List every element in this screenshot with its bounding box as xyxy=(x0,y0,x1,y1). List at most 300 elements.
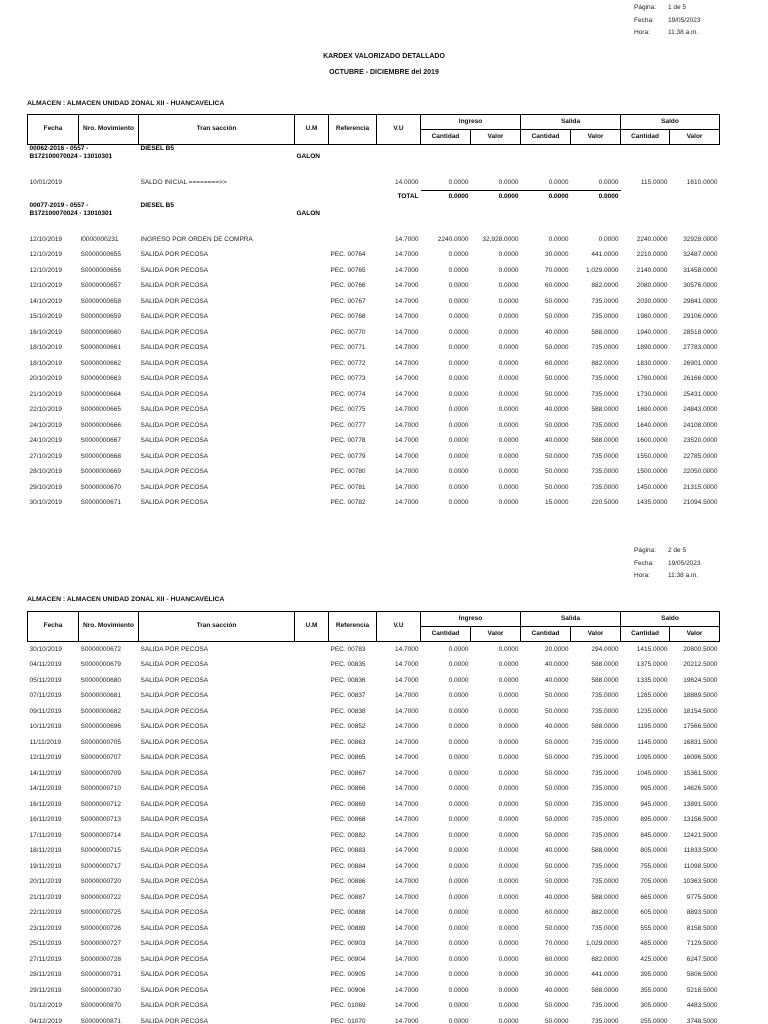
cell-fecha: 27/11/2019 xyxy=(29,955,62,963)
cell-vu: 14.7000 xyxy=(395,955,419,963)
cell-nro-movimiento: S0000000707 xyxy=(80,754,121,762)
cell-nro-movimiento: S0000000728 xyxy=(80,955,121,963)
cell-nro-movimiento: S0000000670 xyxy=(80,483,121,491)
cell-referencia: PEC. 00866 xyxy=(330,785,366,793)
cell-ingreso-valor: 0.0000 xyxy=(498,831,519,839)
cell-referencia: PEC. 00772 xyxy=(330,359,366,367)
cell-salida-valor: 735.0000 xyxy=(591,785,619,793)
cell-fecha: 28/11/2019 xyxy=(29,971,62,979)
cell-salida-valor: 588.0000 xyxy=(591,661,619,669)
cell-referencia: PEC. 00869 xyxy=(330,800,366,808)
cell-referencia: PEC. 00768 xyxy=(330,313,366,321)
cell-saldo-cantidad: 605.0000 xyxy=(640,909,668,917)
cell-fecha: 24/10/2019 xyxy=(29,437,63,445)
cell-fecha: 11/11/2019 xyxy=(29,738,62,746)
cell-salida-cantidad: 40.0000 xyxy=(545,986,569,994)
cell-vu: 14.7000 xyxy=(395,769,419,777)
cell-transaccion: SALIDA POR PECOSA xyxy=(140,266,209,274)
table-row xyxy=(28,952,720,968)
table-row xyxy=(28,998,720,1014)
cell-saldo-cantidad: 805.0000 xyxy=(640,847,668,855)
cell-saldo-valor: 16831.5000 xyxy=(683,738,718,746)
cell-ingreso-valor: 0.0000 xyxy=(498,769,519,777)
cell-salida-valor: 735.0000 xyxy=(591,297,619,305)
col-saldo-cantidad: Cantidad xyxy=(621,130,670,145)
cell-nro-movimiento: S0000000726 xyxy=(80,924,121,932)
cell-ingreso-valor: 0.0000 xyxy=(498,421,519,429)
col-ingreso: Ingreso xyxy=(421,115,521,130)
table-row xyxy=(28,874,720,890)
cell-referencia: PEC. 00889 xyxy=(330,924,366,932)
cell-ingreso-cantidad: 0.0000 xyxy=(448,909,469,917)
cell-salida-valor: 588.0000 xyxy=(591,986,619,994)
cell-vu: 14.7000 xyxy=(395,661,419,669)
cell-saldo-cantidad: 305.0000 xyxy=(640,1002,668,1010)
cell-saldo-valor: 13891.5000 xyxy=(683,800,718,808)
cell-nro-movimiento: S0000000714 xyxy=(80,831,121,839)
cell-vu: 14.7000 xyxy=(395,816,419,824)
cell-ingreso-cantidad: 0.0000 xyxy=(448,390,469,398)
cell-fecha: 30/10/2019 xyxy=(29,499,63,507)
page-meta xyxy=(634,545,701,583)
cell-transaccion: SALIDA POR PECOSA xyxy=(140,297,209,305)
cell-ingreso-cantidad: 0.0000 xyxy=(448,847,469,855)
cell-saldo-valor: 32928.0000 xyxy=(683,235,718,243)
cell-salida-cantidad: 50.0000 xyxy=(545,738,569,746)
cell-fecha: 12/10/2019 xyxy=(29,266,63,274)
cell-saldo-valor: 18889.5000 xyxy=(683,692,718,700)
cell-vu: 14.7000 xyxy=(395,359,419,367)
cell-ingreso-cantidad: 0.0000 xyxy=(448,313,469,321)
cell-salida-cantidad: 50.0000 xyxy=(545,313,569,321)
cell-vu: 14.7000 xyxy=(395,738,419,746)
cell-ingreso-cantidad: 0.0000 xyxy=(448,646,469,653)
meta-label: Página: xyxy=(634,4,657,11)
cell-referencia: PEC. 00837 xyxy=(330,692,366,700)
cell-salida-valor: 735.0000 xyxy=(591,924,619,932)
table-body xyxy=(28,642,720,1024)
cell-referencia: PEC. 00778 xyxy=(330,437,366,445)
cell-nro-movimiento: S0000000672 xyxy=(80,646,121,653)
cell-ingreso-cantidad: 0.0000 xyxy=(448,178,469,186)
col-vu: V.U xyxy=(377,115,421,145)
print-date: 19/05/2023 xyxy=(668,16,701,24)
cell-referencia: PEC. 00770 xyxy=(330,328,366,336)
cell-saldo-valor: 24108.0000 xyxy=(683,421,718,429)
cell-ingreso-cantidad: 0.0000 xyxy=(448,769,469,777)
cell-ingreso-valor: 0.0000 xyxy=(498,452,519,460)
cell-vu: 14.7000 xyxy=(395,266,419,274)
table-body xyxy=(28,145,720,511)
cell-salida-valor: 735.0000 xyxy=(591,375,619,383)
table-row xyxy=(28,735,720,751)
cell-salida-cantidad: 50.0000 xyxy=(545,375,569,383)
cell-referencia: PEC. 00852 xyxy=(330,723,366,731)
cell-vu: 14.7000 xyxy=(395,437,419,445)
cell-ingreso-cantidad: 0.0000 xyxy=(448,297,469,305)
cell-referencia: PEC. 00767 xyxy=(330,297,366,305)
cell-fecha: 19/11/2019 xyxy=(29,862,62,870)
cell-referencia: PEC. 00780 xyxy=(330,468,366,476)
cell-fecha: 20/11/2019 xyxy=(29,878,62,886)
table-row xyxy=(28,890,720,906)
cell-transaccion: SALIDA POR PECOSA xyxy=(140,692,209,700)
table-row xyxy=(28,704,720,720)
total-salida-cantidad: 0.0000 xyxy=(521,190,571,202)
cell-salida-cantidad: 50.0000 xyxy=(545,1017,569,1024)
cell-saldo-valor: 31458.0000 xyxy=(683,266,718,274)
cell-ingreso-valor: 0.0000 xyxy=(498,313,519,321)
table-row xyxy=(28,309,720,325)
cell-ingreso-valor: 0.0000 xyxy=(498,406,519,414)
cell-salida-cantidad: 50.0000 xyxy=(545,1002,569,1010)
cell-ingreso-cantidad: 0.0000 xyxy=(448,878,469,886)
table-row xyxy=(28,263,720,279)
cell-transaccion: SALIDA POR PECOSA xyxy=(140,862,209,870)
table-row xyxy=(28,247,720,263)
cell-ingreso-valor: 0.0000 xyxy=(498,359,519,367)
cell-salida-cantidad: 40.0000 xyxy=(545,676,569,684)
total-label: TOTAL xyxy=(397,192,419,200)
cell-nro-movimiento: S0000000722 xyxy=(80,893,121,901)
cell-vu: 14.7000 xyxy=(395,452,419,460)
cell-transaccion: SALIDA POR PECOSA xyxy=(140,282,209,290)
cell-salida-valor: 735.0000 xyxy=(591,800,619,808)
col-um: U.M xyxy=(295,115,329,145)
cell-transaccion: SALIDA POR PECOSA xyxy=(140,707,209,715)
cell-saldo-valor: 11098.5000 xyxy=(683,862,718,870)
cell-saldo-cantidad: 945.0000 xyxy=(640,800,668,808)
cell-ingreso-valor: 0.0000 xyxy=(498,971,519,979)
cell-saldo-cantidad: 2210.0000 xyxy=(636,251,668,259)
table-row xyxy=(28,642,720,658)
cell-nro-movimiento: S0000000668 xyxy=(80,452,121,460)
cell-saldo-valor: 8158.5000 xyxy=(686,924,718,932)
cell-salida-cantidad: 60.0000 xyxy=(545,359,569,367)
cell-referencia: PEC. 00835 xyxy=(330,661,366,669)
cell-vu: 14.7000 xyxy=(395,893,419,901)
col-salida-valor: Valor xyxy=(571,627,621,642)
cell-salida-cantidad: 40.0000 xyxy=(545,847,569,855)
cell-ingreso-cantidad: 0.0000 xyxy=(448,816,469,824)
cell-vu: 14.7000 xyxy=(395,676,419,684)
product-name: DIESEL B5 xyxy=(140,145,174,152)
total-ingreso-cantidad: 0.0000 xyxy=(421,190,471,202)
cell-saldo-cantidad: 845.0000 xyxy=(640,831,668,839)
table-row xyxy=(28,387,720,403)
cell-fecha: 21/11/2019 xyxy=(29,893,62,901)
cell-ingreso-valor: 0.0000 xyxy=(498,297,519,305)
cell-vu: 14.7000 xyxy=(395,847,419,855)
cell-saldo-valor: 17566.5000 xyxy=(683,723,718,731)
cell-transaccion: SALIDA POR PECOSA xyxy=(140,785,209,793)
cell-ingreso-valor: 0.0000 xyxy=(498,437,519,445)
cell-salida-cantidad: 40.0000 xyxy=(545,437,569,445)
cell-ingreso-cantidad: 0.0000 xyxy=(448,1002,469,1010)
col-ingreso-cantidad: Cantidad xyxy=(421,627,471,642)
cell-salida-cantidad: 50.0000 xyxy=(545,297,569,305)
cell-fecha: 27/10/2019 xyxy=(29,452,63,460)
col-saldo-cantidad: Cantidad xyxy=(621,627,670,642)
cell-ingreso-valor: 0.0000 xyxy=(498,328,519,336)
cell-fecha: 12/10/2019 xyxy=(29,251,63,259)
cell-vu: 14.7000 xyxy=(395,707,419,715)
cell-salida-valor: 735.0000 xyxy=(591,707,619,715)
cell-saldo-valor: 16096.5000 xyxy=(683,754,718,762)
cell-referencia: PEC. 00766 xyxy=(330,282,366,290)
cell-nro-movimiento: S0000000659 xyxy=(80,313,121,321)
cell-transaccion: SALIDA POR PECOSA xyxy=(140,344,209,352)
col-salida-cantidad: Cantidad xyxy=(521,627,571,642)
cell-saldo-valor: 29841.0000 xyxy=(683,297,718,305)
cell-salida-cantidad: 50.0000 xyxy=(545,390,569,398)
meta-label: Página: xyxy=(634,547,657,554)
cell-transaccion: SALIDA POR PECOSA xyxy=(140,646,209,653)
cell-salida-cantidad: 50.0000 xyxy=(545,754,569,762)
cell-transaccion: SALIDA POR PECOSA xyxy=(140,661,209,669)
cell-saldo-valor: 14626.5000 xyxy=(683,785,718,793)
cell-referencia: PEC. 00764 xyxy=(330,251,366,259)
col-nro-movimiento: Nro. Movimiento xyxy=(79,612,139,642)
cell-saldo-cantidad: 1375.0000 xyxy=(636,661,668,669)
cell-saldo-cantidad: 1500.0000 xyxy=(636,468,668,476)
cell-nro-movimiento: S0000000661 xyxy=(80,344,121,352)
cell-ingreso-cantidad: 0.0000 xyxy=(448,266,469,274)
cell-ingreso-valor: 0.0000 xyxy=(498,800,519,808)
cell-salida-valor: 1,029.0000 xyxy=(585,940,619,948)
cell-ingreso-valor: 0.0000 xyxy=(498,468,519,476)
cell-transaccion: SALIDA POR PECOSA xyxy=(140,676,209,684)
cell-ingreso-cantidad: 0.0000 xyxy=(448,924,469,932)
cell-saldo-cantidad: 1640.0000 xyxy=(636,421,668,429)
cell-fecha: 14/11/2019 xyxy=(29,769,62,777)
cell-transaccion: SALIDA POR PECOSA xyxy=(140,723,209,731)
cell-saldo-valor: 24843.0000 xyxy=(683,406,718,414)
table-row xyxy=(28,797,720,813)
cell-transaccion: SALIDA POR PECOSA xyxy=(140,313,209,321)
cell-saldo-valor: 29106.0000 xyxy=(683,313,718,321)
cell-vu: 14.7000 xyxy=(395,297,419,305)
page-meta xyxy=(634,2,701,40)
cell-fecha: 10/11/2019 xyxy=(29,723,62,731)
cell-nro-movimiento: S0000000655 xyxy=(80,251,121,259)
cell-referencia: PEC. 01069 xyxy=(330,1002,366,1010)
cell-salida-cantidad: 60.0000 xyxy=(545,955,569,963)
cell-transaccion: SALIDA POR PECOSA xyxy=(140,499,209,507)
cell-ingreso-valor: 0.0000 xyxy=(498,692,519,700)
cell-nro-movimiento: S0000000710 xyxy=(80,785,121,793)
print-date: 19/05/2023 xyxy=(668,559,701,567)
table-row xyxy=(28,449,720,465)
cell-saldo-valor: 20800.5000 xyxy=(683,646,718,653)
cell-fecha: 29/11/2019 xyxy=(29,986,62,994)
print-time: 11:38 a.m. xyxy=(668,572,699,579)
meta-label: Hora: xyxy=(634,29,650,36)
cell-vu: 14.7000 xyxy=(395,909,419,917)
cell-salida-valor: 294.0000 xyxy=(591,646,619,653)
cell-salida-valor: 882.0000 xyxy=(591,282,619,290)
cell-transaccion: SALIDA POR PECOSA xyxy=(140,955,209,963)
cell-saldo-cantidad: 1145.0000 xyxy=(637,738,668,746)
cell-salida-cantidad: 50.0000 xyxy=(545,862,569,870)
cell-transaccion: SALIDA POR PECOSA xyxy=(140,816,209,824)
cell-saldo-valor: 7129.5000 xyxy=(686,940,718,948)
cell-saldo-valor: 21315.0000 xyxy=(683,483,718,491)
cell-saldo-valor: 32487.0000 xyxy=(683,251,718,259)
cell-salida-valor: 735.0000 xyxy=(591,313,619,321)
col-ingreso-valor: Valor xyxy=(471,130,521,145)
cell-ingreso-valor: 0.0000 xyxy=(498,847,519,855)
report-subtitle: OCTUBRE - DICIEMBRE del 2019 xyxy=(329,69,439,76)
cell-transaccion: SALIDA POR PECOSA xyxy=(140,421,209,429)
cell-saldo-cantidad: 1600.0000 xyxy=(636,437,668,445)
cell-saldo-valor: 12421.5000 xyxy=(683,831,718,839)
cell-ingreso-cantidad: 0.0000 xyxy=(448,676,469,684)
cell-ingreso-valor: 0.0000 xyxy=(498,893,519,901)
almacen-heading: ALMACEN : ALMACEN UNIDAD ZONAL XII - HUANCAVELICA xyxy=(27,596,225,603)
cell-fecha: 22/11/2019 xyxy=(29,909,62,917)
cell-salida-valor: 588.0000 xyxy=(591,406,619,414)
cell-ingreso-cantidad: 0.0000 xyxy=(448,893,469,901)
cell-nro-movimiento: S0000000727 xyxy=(80,940,121,948)
cell-vu: 14.7000 xyxy=(395,375,419,383)
cell-salida-cantidad: 40.0000 xyxy=(545,723,569,731)
cell-transaccion: SALIDA POR PECOSA xyxy=(140,359,209,367)
col-saldo: Saldo xyxy=(621,115,720,130)
cell-vu: 14.7000 xyxy=(395,421,419,429)
cell-saldo-cantidad: 395.0000 xyxy=(640,971,668,979)
table-row xyxy=(28,750,720,766)
cell-vu: 14.7000 xyxy=(395,924,419,932)
cell-referencia: PEC. 00888 xyxy=(330,909,366,917)
meta-label: Fecha: xyxy=(634,16,654,24)
col-salida-valor: Valor xyxy=(571,130,621,145)
page-number: 1 de 5 xyxy=(668,4,687,11)
cell-ingreso-cantidad: 0.0000 xyxy=(448,723,469,731)
report-title: KARDEX VALORIZADO DETALLADO xyxy=(323,53,445,60)
cell-vu: 14.7000 xyxy=(395,499,419,507)
cell-saldo-cantidad: 115.0000 xyxy=(640,178,668,186)
cell-salida-valor: 588.0000 xyxy=(591,723,619,731)
col-referencia: Referencia xyxy=(329,115,377,145)
cell-ingreso-valor: 32,928.0000 xyxy=(482,235,519,243)
cell-salida-valor: 735.0000 xyxy=(591,878,619,886)
cell-ingreso-cantidad: 0.0000 xyxy=(448,738,469,746)
cell-salida-valor: 735.0000 xyxy=(591,1002,619,1010)
cell-referencia: PEC. 00765 xyxy=(330,266,366,274)
cell-salida-cantidad: 0.0000 xyxy=(548,235,569,243)
cell-vu: 14.7000 xyxy=(395,468,419,476)
cell-ingreso-cantidad: 0.0000 xyxy=(448,940,469,948)
cell-saldo-cantidad: 1235.0000 xyxy=(636,707,668,715)
cell-referencia: PEC. 00867 xyxy=(330,769,366,777)
cell-referencia: PEC. 00903 xyxy=(330,940,366,948)
cell-ingreso-valor: 0.0000 xyxy=(498,344,519,352)
table-row xyxy=(28,232,720,248)
cell-salida-cantidad: 30.0000 xyxy=(545,251,569,259)
cell-ingreso-valor: 0.0000 xyxy=(498,251,519,259)
cell-ingreso-cantidad: 0.0000 xyxy=(448,468,469,476)
table-row xyxy=(28,688,720,704)
cell-ingreso-valor: 0.0000 xyxy=(498,986,519,994)
cell-salida-cantidad: 20.0000 xyxy=(545,646,569,653)
cell-fecha: 22/10/2019 xyxy=(29,406,63,414)
cell-vu: 14.7000 xyxy=(395,754,419,762)
table-row xyxy=(28,766,720,782)
cell-salida-cantidad: 50.0000 xyxy=(545,785,569,793)
cell-saldo-valor: 21094.5000 xyxy=(683,499,718,507)
cell-referencia xyxy=(329,232,377,248)
cell-saldo-valor: 1610.0000 xyxy=(686,178,718,186)
col-salida-cantidad: Cantidad xyxy=(521,130,571,145)
product-code: 00062-2016 - 0557 - B172100070024 - 13010301 xyxy=(29,145,113,160)
cell-fecha: 01/12/2019 xyxy=(29,1002,63,1010)
cell-fecha: 24/10/2019 xyxy=(29,421,63,429)
product-name: DIESEL B5 xyxy=(140,202,174,210)
cell-referencia: PEC. 00884 xyxy=(330,862,366,870)
cell-nro-movimiento: S0000000725 xyxy=(80,909,121,917)
cell-referencia: PEC. 00882 xyxy=(330,831,366,839)
cell-ingreso-cantidad: 0.0000 xyxy=(448,692,469,700)
cell-saldo-valor: 15361.5000 xyxy=(683,769,718,777)
cell-ingreso-cantidad: 2240.0000 xyxy=(437,235,469,243)
cell-saldo-valor: 13156.5000 xyxy=(683,816,718,824)
cell-saldo-valor: 23520.0000 xyxy=(683,437,718,445)
cell-salida-valor: 735.0000 xyxy=(591,483,619,491)
cell-ingreso-cantidad: 0.0000 xyxy=(448,971,469,979)
table-row xyxy=(28,418,720,434)
cell-salida-cantidad: 50.0000 xyxy=(545,468,569,476)
cell-fecha: 16/10/2019 xyxy=(29,328,63,336)
cell-salida-cantidad: 50.0000 xyxy=(545,707,569,715)
cell-vu: 14.7000 xyxy=(395,831,419,839)
cell-saldo-cantidad: 1095.0000 xyxy=(636,754,668,762)
cell-ingreso-cantidad: 0.0000 xyxy=(448,452,469,460)
cell-fecha: 05/11/2019 xyxy=(29,676,62,684)
cell-nro-movimiento: S0000000667 xyxy=(80,437,121,445)
cell-nro-movimiento: S0000000709 xyxy=(80,769,121,777)
cell-saldo-cantidad: 1045.0000 xyxy=(636,769,668,777)
cell-ingreso-valor: 0.0000 xyxy=(498,390,519,398)
cell-ingreso-cantidad: 0.0000 xyxy=(448,800,469,808)
cell-transaccion: SALIDA POR PECOSA xyxy=(140,878,209,886)
cell-referencia: PEC. 00779 xyxy=(330,452,366,460)
cell-referencia: PEC. 00863 xyxy=(330,738,366,746)
cell-transaccion: INGRESO POR ORDEN DE COMPRA xyxy=(140,235,253,243)
cell-transaccion: SALIDA POR PECOSA xyxy=(140,893,209,901)
cell-salida-cantidad: 50.0000 xyxy=(545,421,569,429)
table-row xyxy=(28,812,720,828)
cell-fecha: 12/11/2019 xyxy=(29,754,62,762)
product-row xyxy=(28,202,720,218)
cell-fecha: 12/10/2019 xyxy=(29,282,63,290)
cell-salida-valor: 1,029.0000 xyxy=(585,266,619,274)
cell-saldo-valor: 19624.5000 xyxy=(683,676,718,684)
cell-salida-cantidad: 60.0000 xyxy=(545,282,569,290)
cell-nro-movimiento: S0000000715 xyxy=(80,847,121,855)
cell-saldo-valor: 28518.0000 xyxy=(683,328,718,336)
cell-nro-movimiento: S0000000656 xyxy=(80,266,121,274)
cell-vu: 14.0000 xyxy=(395,178,419,186)
cell-salida-cantidad: 40.0000 xyxy=(545,661,569,669)
cell-salida-cantidad: 50.0000 xyxy=(545,816,569,824)
cell-saldo-valor: 3748.5000 xyxy=(686,1017,718,1024)
cell-salida-valor: 588.0000 xyxy=(591,893,619,901)
cell-saldo-valor: 26166.0000 xyxy=(683,375,718,383)
table-row xyxy=(28,673,720,689)
cell-transaccion: SALIDA POR PECOSA xyxy=(140,328,209,336)
cell-salida-cantidad: 30.0000 xyxy=(545,971,569,979)
